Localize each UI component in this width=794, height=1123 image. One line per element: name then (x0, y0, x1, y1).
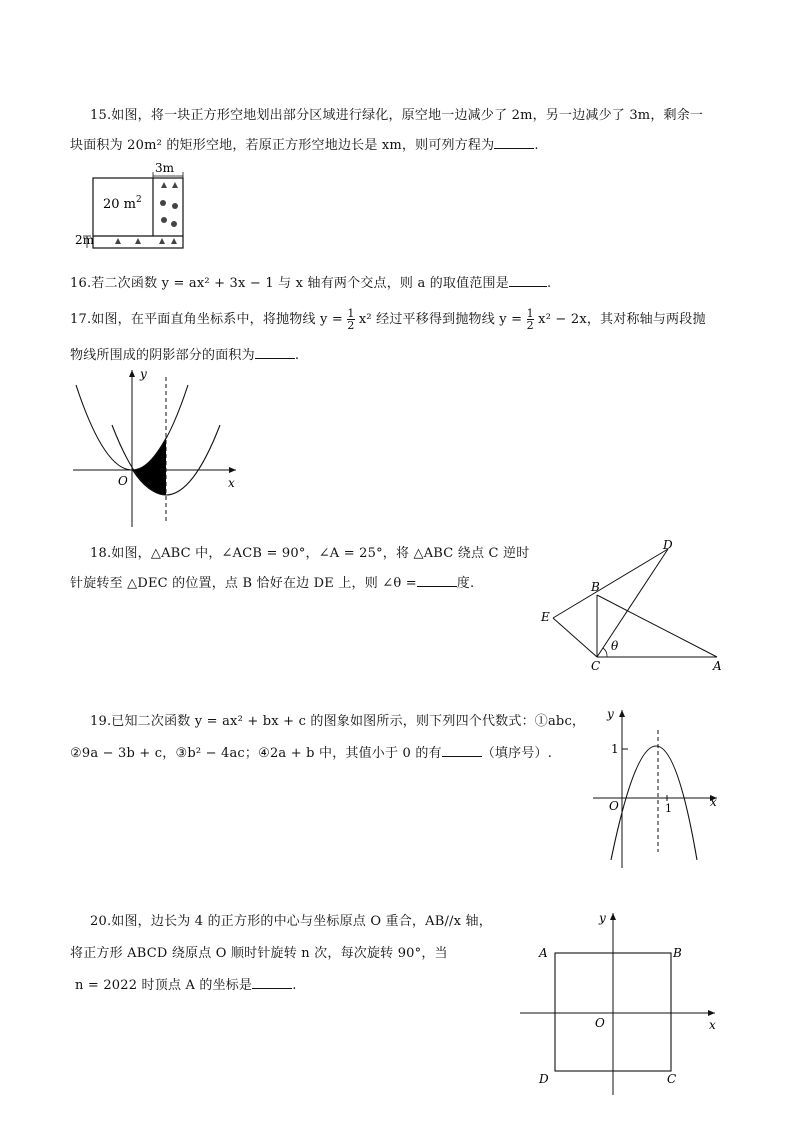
plant-icons (115, 182, 178, 244)
q17-answer-blank (255, 346, 295, 359)
q17-text-c: x² − 2x，其对称轴与两段抛 (538, 312, 706, 327)
q20-line1: 20.如图，边长为 4 的正方形的中心与坐标原点 O 重合，AB//x 轴， (90, 914, 492, 929)
q18-line2-end: 度. (456, 576, 475, 591)
q17-fraction-1: $\frac{1}{2}$ (347, 307, 355, 332)
q17-line1 (70, 308, 706, 331)
q19-line2-text: ②9a − 3b + c，③b² − 4ac；④2a + b 中，其值小于 0 的有 (70, 746, 442, 761)
q16-answer-blank (509, 274, 547, 287)
point-e-label: E (541, 610, 550, 624)
q15-line1: 15.如图，将一块正方形空地划出部分区域进行绿化，原空地一边减少了 2m，另一边减少了 3m，剩余一 (90, 108, 704, 123)
q19-one-x-label: 1 (665, 802, 672, 815)
q17-line2-text: 物线所围成的阴影部分的面积为 (70, 348, 255, 363)
q18-line2 (70, 572, 474, 591)
q19-origin-label: O (609, 799, 619, 813)
q17-figure (68, 365, 248, 530)
q20-point-a: A (539, 946, 548, 960)
q20-origin-label: O (595, 1016, 605, 1030)
q20-line2: 将正方形 ABCD 绕原点 O 顺时针旋转 n 次，每次旋转 90°，当 (70, 946, 448, 961)
q17-origin-label: O (118, 474, 128, 488)
q15-area-label: 20 $m^2$ (103, 195, 142, 212)
q19-line2-end: （填序号）. (481, 746, 553, 761)
q19-answer-blank (442, 744, 482, 757)
q15-line2-text: 块面积为 20m² 的矩形空地，若原正方形空地边长是 xm，则可列方程为 (70, 138, 495, 153)
q20-y-label: y (599, 911, 606, 925)
q20-x-label: x (709, 1018, 716, 1032)
q17-text-a: 17.如图，在平面直角坐标系中，将抛物线 y = (70, 312, 343, 327)
point-b-label: B (591, 580, 600, 594)
q16-text: 16.若二次函数 y = ax² + 3x − 1 与 x 轴有两个交点，则 a 的取值范围是 (70, 276, 509, 291)
q17-line2-end: . (294, 348, 300, 363)
q20-point-b: B (673, 946, 682, 960)
q15-figure (75, 158, 200, 250)
q18-line2-text: 针旋转至 △DEC 的位置，点 B 恰好在边 DE 上，则 ∠θ = (70, 576, 417, 591)
q20-point-d: D (539, 1072, 549, 1086)
q17-y-label: y (140, 367, 147, 381)
q16-end: . (546, 276, 552, 291)
point-c-label: C (591, 659, 601, 673)
point-d-label: D (663, 538, 673, 552)
q19-one-y-label: 1 (611, 742, 619, 756)
q17-fraction-2: $\frac{1}{2}$ (526, 307, 534, 332)
q19-x-label: x (710, 795, 717, 809)
q20-line3 (75, 974, 297, 993)
q17-text-b: x² 经过平移得到抛物线 y = (358, 312, 523, 327)
q18-figure (535, 535, 735, 675)
q15-answer-blank (494, 136, 534, 149)
q17-line2 (70, 344, 299, 363)
q20-figure (515, 905, 725, 1100)
q15-line2 (70, 134, 539, 153)
q15-top-label: 3m (155, 161, 175, 175)
q19-figure (585, 702, 725, 872)
q18-answer-blank (417, 574, 457, 587)
point-a-label: A (713, 659, 722, 673)
q19-line2 (70, 742, 552, 761)
q15-side-label: 2m (75, 233, 95, 247)
q20-answer-blank (252, 976, 292, 989)
q19-y-label: y (607, 707, 614, 721)
q20-line3-text: n = 2022 时顶点 A 的坐标是 (75, 978, 253, 993)
q17-x-label: x (228, 476, 235, 490)
q15-line2-end: . (534, 138, 539, 153)
q16-line (70, 272, 551, 291)
q20-point-c: C (667, 1072, 677, 1086)
q19-line1: 19.已知二次函数 y = ax² + bx + c 的图象如图所示，则下列四个代数式：①abc， (90, 714, 586, 729)
theta-label: θ (611, 639, 619, 653)
q18-line1: 18.如图，△ABC 中，∠ACB = 90°，∠A = 25°，将 △ABC 绕点 C 逆时 (90, 546, 530, 561)
q20-line3-end: . (292, 978, 297, 993)
